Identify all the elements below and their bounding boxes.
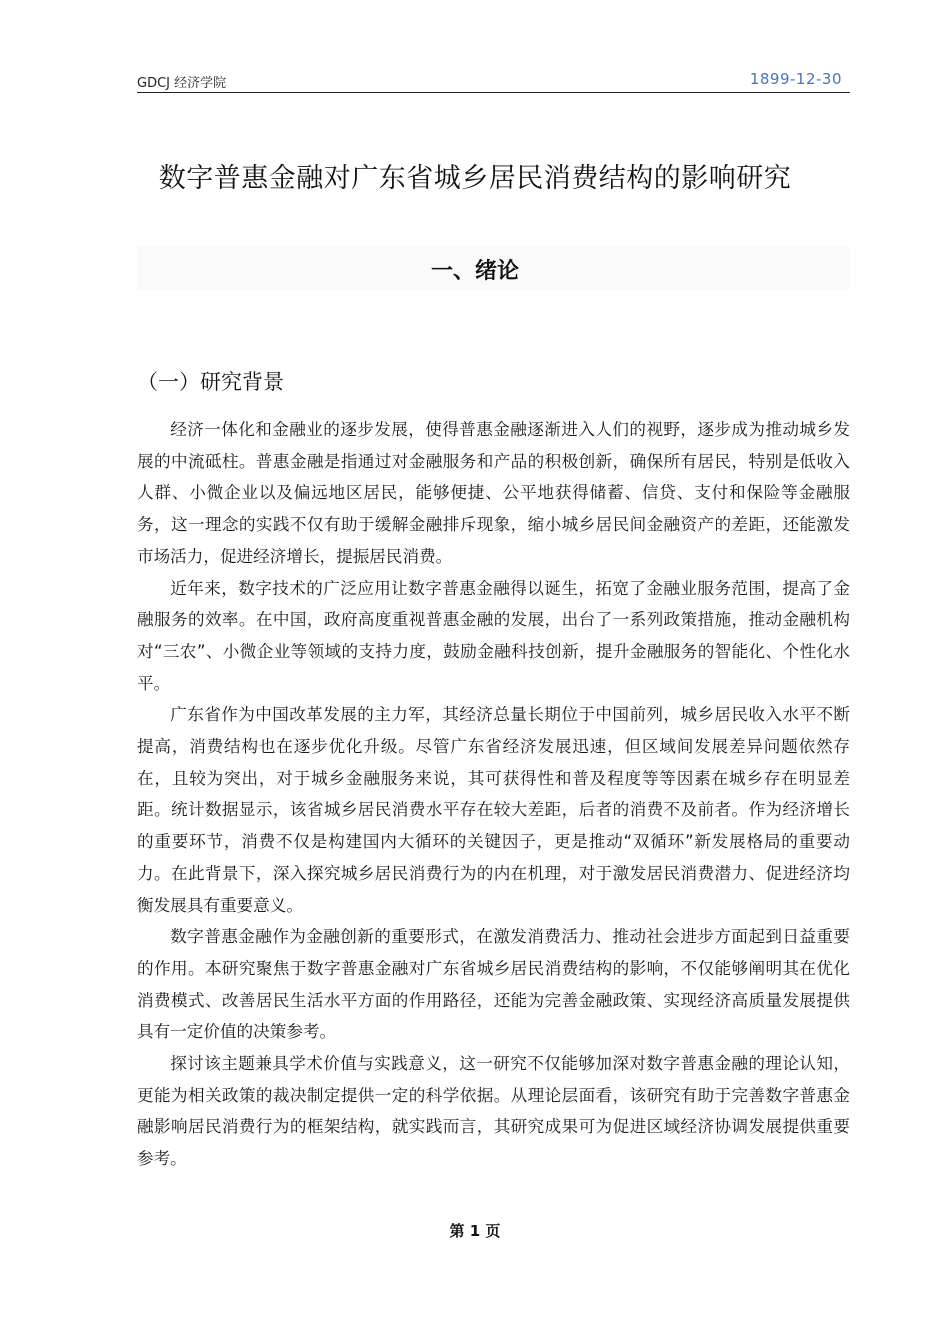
body-text — [137, 414, 850, 1175]
paragraph: 探讨该主题兼具学术价值与实践意义，这一研究不仅能够加深对数字普惠金融的理论认知，更能为相关政策的裁决制定提供一定的科学依据。从理论层面看，该研究有助于完善数字普惠金融影响居民消费行为的框架结构，就实践而言，其研究成果可为促进区域经济协调发展提供重要参考。 — [137, 1054, 850, 1169]
page-header — [137, 70, 850, 93]
page-number: 第 1 页 — [449, 1222, 501, 1240]
header-date: 1899-12-30 — [749, 70, 842, 88]
paragraph: 数字普惠金融作为金融创新的重要形式，在激发消费活力、推动社会进步方面起到日益重要的作用。本研究聚焦于数字普惠金融对广东省城乡居民消费结构的影响，不仅能够阐明其在优化消费模式、改善居民生活水平方面的作用路径，还能为完善金融政策、实现经济高质量发展提供具有一定价值的决策参考。 — [137, 927, 850, 1042]
header-institution: GDCJ 经济学院 — [137, 76, 227, 91]
paragraph: 经济一体化和金融业的逐步发展，使得普惠金融逐渐进入人们的视野，逐步成为推动城乡发展的中流砥柱。普惠金融是指通过对金融服务和产品的积极创新，确保所有居民，特别是低收入人群、小微企业以及偏远地区居民，能够便捷、公平地获得储蓄、信贷、支付和保险等金融服务，这一理念的实践不仅有助于缓解金融排斥现象，缩小城乡居民间金融资产的差距，还能激发市场活力，促进经济增长，提振居民消费。 — [137, 420, 850, 566]
section-title: （一）研究背景 — [137, 370, 284, 394]
paragraph: 近年来，数字技术的广泛应用让数字普惠金融得以诞生，拓宽了金融业服务范围，提高了金融服务的效率。在中国，政府高度重视普惠金融的发展，出台了一系列政策措施，推动金融机构对“三农”、小微企业等领域的支持力度，鼓励金融科技创新，提升金融服务的智能化、个性化水平。 — [137, 578, 850, 693]
chapter-title: 一、绪论 — [430, 259, 519, 284]
document-title: 数字普惠金融对广东省城乡居民消费结构的影响研究 — [158, 163, 792, 194]
paragraph: 广东省作为中国改革发展的主力军，其经济总量长期位于中国前列，城乡居民收入水平不断提高，消费结构也在逐步优化升级。尽管广东省经济发展迅速，但区域间发展差异问题依然存在，且较为突出，对于城乡金融服务来说，其可获得性和普及程度等等因素在城乡存在明显差距。统计数据显示，该省城乡居民消费水平存在较大差距，后者的消费不及前者。作为经济增长的重要环节，消费不仅是构建国内大循环的关键因子，更是推动“双循环”新发展格局的重要动力。在此背景下，深入探究城乡居民消费行为的内在机理，对于激发居民消费潜力、促进经济均衡发展具有重要意义。 — [137, 705, 850, 915]
